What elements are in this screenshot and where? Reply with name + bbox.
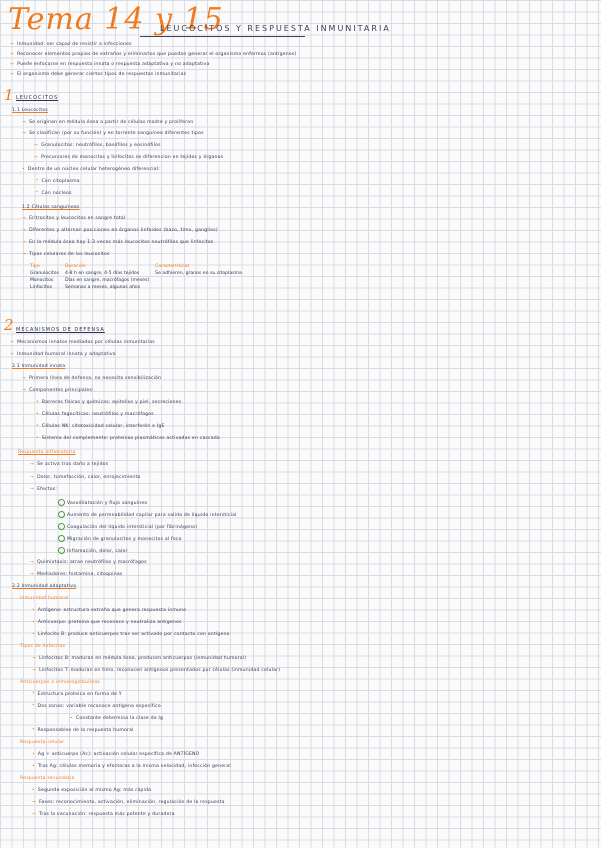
note-line: • Linfocito B: produce anticuerpos tras ser activado por contacto con antígeno bbox=[32, 632, 230, 637]
note-line: → Tras la vacunación: respuesta más potente y duradera bbox=[32, 812, 175, 817]
note-line: * Con citoplasma bbox=[36, 179, 80, 184]
subsection-title: 1.1 Leucocitos bbox=[12, 108, 48, 113]
table-cell: Semanas a meses, algunos años bbox=[64, 285, 141, 290]
section-number: 1 bbox=[4, 86, 14, 104]
arrow-icon: → bbox=[10, 42, 15, 47]
note-heading: Respuesta secundaria bbox=[20, 776, 75, 781]
subsection-title: 1.2 Células sanguíneas bbox=[22, 205, 80, 210]
note-line: → Se clasifican (por su función) y en torrente sanguíneo diferentes tipos bbox=[22, 131, 204, 136]
note-line: → Precursores de monocitos y linfocitos se diferencian en tejidos y órganos bbox=[34, 155, 224, 160]
note-line: → Eritrocitos y leucocitos en sangre total bbox=[22, 216, 126, 221]
table-cell: Granulocitos bbox=[30, 271, 59, 276]
note-line: → Inmunidad humoral innata y adaptativa bbox=[10, 352, 116, 357]
table-row bbox=[30, 278, 248, 285]
note-line: → Granulocitos: neutrófilos, basófilos y eosinófilos bbox=[34, 143, 161, 148]
note-line: → En la médula ósea hay 1:3 veces más leucocitos neutrófilos que linfocitos bbox=[22, 240, 214, 245]
note-line: • Anticuerpo: proteína que reconoce y neutraliza antígenos bbox=[32, 620, 182, 625]
circle-icon bbox=[58, 547, 65, 554]
note-line: → Linfocitos B: maduran en médula ósea, producen anticuerpos (inmunidad humoral) bbox=[32, 656, 247, 661]
arrow-icon: → bbox=[10, 72, 15, 77]
note-line: • Sistema del complemento: proteínas plasmáticas activadas en cascada bbox=[36, 436, 220, 441]
effect-item: Aumento de permeabilidad capilar para salida de líquido intersticial bbox=[58, 511, 237, 518]
effect-item: Migración de granulocitos y monocitos al foco bbox=[58, 535, 182, 542]
note-line: → Efectos: bbox=[30, 487, 58, 492]
circle-icon bbox=[58, 511, 65, 518]
subsection-title: Respuesta inflamatoria bbox=[18, 450, 76, 455]
note-line: → Linfocitos T: maduran en timo, reconocen antígenos presentados por células (inmunidad celular) bbox=[32, 668, 281, 673]
note-heading: Respuesta celular bbox=[20, 740, 65, 745]
table-row bbox=[30, 285, 248, 292]
note-line: • Ag + anticuerpo (Ac): activación celular específica de ANTÍGENO bbox=[32, 752, 200, 757]
intro-line: → Inmunidad: ser capaz de resistir a infecciones bbox=[10, 42, 132, 47]
title-underline bbox=[140, 36, 305, 37]
subsection-title: 2.1 Inmunidad innata bbox=[12, 364, 66, 369]
arrow-icon: → bbox=[10, 52, 15, 57]
note-heading: Tipos de linfocitos bbox=[20, 644, 66, 649]
note-line: → Se activa tras daño a tejidos bbox=[30, 462, 109, 467]
circle-icon bbox=[58, 535, 65, 542]
note-line: → Componentes principales: bbox=[22, 388, 94, 393]
note-line: • Dentro de un núcleo celular heterogéneo diferencial: bbox=[22, 167, 160, 172]
note-line: → Mecanismos innatos mediados por células inmunitarias bbox=[10, 340, 155, 345]
note-line: → Se originan en médula ósea a partir de células madre y proliferan bbox=[22, 120, 194, 125]
table-cell: Días en sangre, macrófagos (meses) bbox=[64, 278, 150, 283]
intro-line: → Puede enfocarse en respuesta innata o respuesta adaptativa y no adaptativa bbox=[10, 62, 210, 67]
table-cell bbox=[155, 285, 248, 292]
note-heading: Inmunidad humoral bbox=[20, 596, 69, 601]
table-cell: Monocitos bbox=[30, 278, 54, 283]
page-subtitle: LEUCOCITOS Y RESPUESTA INMUNITARIA bbox=[160, 24, 391, 33]
table-row bbox=[30, 271, 248, 278]
effect-item: Vasodilatación y flujo sanguíneo bbox=[58, 499, 147, 506]
table-header: Duración bbox=[64, 264, 86, 269]
note-line: • Células fagocíticas: neutrófilos y macrófagos bbox=[36, 412, 154, 417]
note-line: * Dos zonas: variable reconoce antígeno específico bbox=[32, 704, 161, 709]
circle-icon bbox=[58, 523, 65, 530]
note-line: → Quimiotaxis: atrae neutrófilos y macrófagos bbox=[30, 560, 147, 565]
table-header: Tipo bbox=[30, 264, 40, 269]
note-line: → Dolor, tumefacción, calor, enrojecimiento bbox=[30, 475, 141, 480]
note-line: → Tipos celulares de los leucocitos bbox=[22, 252, 110, 257]
table-cell: Se adhieren, granos en su citoplasma bbox=[155, 271, 242, 276]
note-heading: Anticuerpos o inmunoglobulinas bbox=[20, 680, 100, 685]
note-line: → Primera línea de defensa, no necesita sensibilización bbox=[22, 376, 162, 381]
note-line: • Tras Ag: células memoria y efectoras a la misma velocidad, infección general bbox=[32, 764, 231, 769]
note-line: → Mediadores: histamina, citoquinas bbox=[30, 572, 123, 577]
note-line: • Segunda exposición al mismo Ag: más rápida bbox=[32, 788, 152, 793]
effect-item: Inflamación, dolor, calor bbox=[58, 547, 128, 554]
arrow-icon: → bbox=[10, 62, 15, 67]
table-cell: Linfocitos bbox=[30, 285, 52, 290]
section-number: 2 bbox=[4, 316, 14, 334]
note-line: * Con núcleos bbox=[36, 191, 72, 196]
note-line: → Fases: reconocimiento, activación, eliminación, regulación de la respuesta bbox=[32, 800, 225, 805]
note-line: • Barreras físicas y químicas: epitelios y piel, secreciones bbox=[36, 400, 182, 405]
note-line: • Antígeno: estructura extraña que genera respuesta inmune bbox=[32, 608, 187, 613]
note-line: * Responsables de la respuesta humoral bbox=[32, 728, 134, 733]
table-cell: 4-8 h en sangre, 4-5 días tejidos bbox=[64, 271, 140, 276]
intro-line: → Reconocer elementos propios de extraños y eliminarlos que puedan generar el organismo enfermos (antígenos) bbox=[10, 52, 297, 57]
page-title: Tema 14 y 15 bbox=[8, 2, 224, 37]
note-line: • Constante determina la clase de Ig bbox=[70, 716, 164, 721]
note-line: • Células NK: citotoxicidad celular, interferón e IgE bbox=[36, 424, 165, 429]
section-title: LEUCOCITOS bbox=[16, 95, 59, 101]
subsection-title: 2.2 Inmunidad adaptativa bbox=[12, 584, 77, 589]
table-header-row bbox=[30, 264, 248, 271]
circle-icon bbox=[58, 499, 65, 506]
table-header: Características bbox=[155, 264, 190, 269]
intro-line: → El organismo debe generar ciertos tipos de respuestas inmunitarias bbox=[10, 72, 187, 77]
leukocyte-table bbox=[30, 264, 248, 292]
note-line: → Diferentes y alternan posiciones en órganos linfoides (bazo, timo, ganglios) bbox=[22, 228, 218, 233]
table-cell bbox=[155, 278, 248, 285]
note-line: * Estructura proteica en forma de Y bbox=[32, 692, 122, 697]
effect-item: Coagulación del líquido intersticial (por fibrinógeno) bbox=[58, 523, 197, 530]
section-title: MECANISMOS DE DEFENSA bbox=[16, 327, 105, 333]
